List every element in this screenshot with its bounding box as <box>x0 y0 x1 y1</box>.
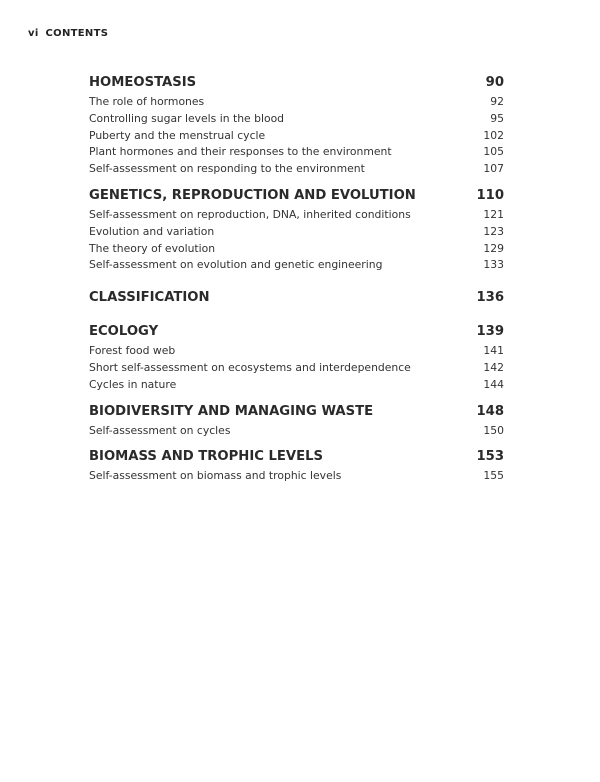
entry-page-number: 155 <box>483 469 504 483</box>
section-title: GENETICS, REPRODUCTION AND EVOLUTION <box>89 187 416 203</box>
entry-page-number: 141 <box>483 344 504 358</box>
entry-title: Evolution and variation <box>89 224 215 238</box>
section-title: CLASSIFICATION <box>89 290 210 306</box>
entry-page-number: 142 <box>483 360 504 374</box>
section-heading[interactable] <box>89 322 504 342</box>
toc-entry[interactable] <box>89 343 504 360</box>
entry-title: The theory of evolution <box>89 241 216 255</box>
section-title: BIODIVERSITY AND MANAGING WASTE <box>89 403 374 419</box>
entry-title: Self-assessment on biomass and trophic levels <box>89 469 342 483</box>
toc-entry[interactable] <box>89 128 504 145</box>
toc-entry[interactable] <box>89 377 504 394</box>
toc-entry[interactable] <box>89 257 504 274</box>
toc-section-biomass <box>89 447 504 485</box>
toc-entry[interactable] <box>89 161 504 178</box>
toc-section-genetics <box>89 186 504 274</box>
toc-entry[interactable] <box>89 94 504 111</box>
page-folio: vi <box>28 28 39 39</box>
entry-title: Self-assessment on responding to the environment <box>89 162 365 176</box>
table-of-contents <box>89 73 504 493</box>
entry-title: Puberty and the menstrual cycle <box>89 128 266 142</box>
toc-entry[interactable] <box>89 423 504 440</box>
section-page-number: 90 <box>485 75 504 90</box>
toc-section-homeostasis <box>89 73 504 178</box>
entry-title: Forest food web <box>89 344 176 358</box>
entry-title: Self-assessment on reproduction, DNA, inherited conditions <box>89 207 411 221</box>
entry-page-number: 129 <box>483 241 504 255</box>
entry-title: Controlling sugar levels in the blood <box>89 111 285 125</box>
entry-page-number: 133 <box>483 258 504 272</box>
entry-title: Plant hormones and their responses to the environment <box>89 145 392 159</box>
running-head-title: CONTENTS <box>45 28 109 39</box>
entry-page-number: 144 <box>483 377 504 391</box>
section-title: ECOLOGY <box>89 324 159 340</box>
entry-page-number: 92 <box>490 95 504 108</box>
entry-page-number: 105 <box>483 145 504 159</box>
section-page-number: 110 <box>476 187 504 203</box>
section-heading[interactable] <box>89 73 504 93</box>
toc-section-classification <box>89 288 504 308</box>
section-page-number: 139 <box>476 324 504 340</box>
toc-entry[interactable] <box>89 468 504 485</box>
section-page-number: 136 <box>476 290 504 306</box>
section-heading[interactable] <box>89 447 504 467</box>
section-page-number: 148 <box>476 403 504 419</box>
entry-page-number: 102 <box>483 128 504 142</box>
section-title: BIOMASS AND TROPHIC LEVELS <box>89 449 324 465</box>
toc-entry[interactable] <box>89 111 504 128</box>
entry-title: Self-assessment on cycles <box>89 423 231 437</box>
entry-page-number: 150 <box>483 423 504 437</box>
toc-section-biodiversity <box>89 402 504 440</box>
section-heading[interactable] <box>89 186 504 206</box>
section-heading[interactable] <box>89 402 504 422</box>
entry-page-number: 95 <box>490 111 504 125</box>
entry-page-number: 107 <box>483 162 504 176</box>
entry-title: The role of hormones <box>89 95 205 108</box>
toc-entry[interactable] <box>89 224 504 241</box>
section-heading[interactable] <box>89 288 504 308</box>
toc-entry[interactable] <box>89 241 504 258</box>
entry-title: Self-assessment on evolution and genetic engineering <box>89 258 383 272</box>
toc-entry[interactable] <box>89 360 504 377</box>
section-page-number: 153 <box>476 449 504 465</box>
entry-title: Short self-assessment on ecosystems and interdependence <box>89 360 411 374</box>
entry-page-number: 123 <box>483 224 504 238</box>
toc-entry[interactable] <box>89 207 504 224</box>
running-head <box>28 28 108 39</box>
toc-section-ecology <box>89 322 504 393</box>
toc-entry[interactable] <box>89 144 504 161</box>
entry-page-number: 121 <box>483 207 504 221</box>
section-title: HOMEOSTASIS <box>89 75 197 90</box>
entry-title: Cycles in nature <box>89 377 177 391</box>
